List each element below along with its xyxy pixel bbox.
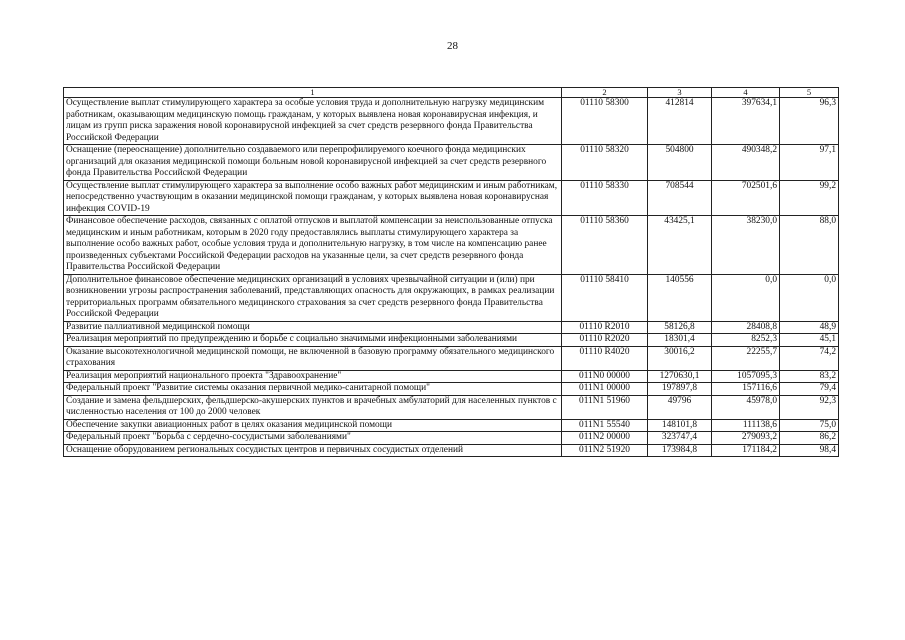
table-row	[64, 432, 839, 445]
row-plan: 43425,1	[648, 216, 712, 275]
table-row	[64, 145, 839, 181]
row-percent: 96,3	[780, 98, 839, 145]
row-code: 011N1 51960	[562, 395, 648, 419]
table-row	[64, 98, 839, 145]
row-name: Создание и замена фельдшерских, фельдшерско-акушерских пунктов и врачебных амбулаторий для населенных пунктов с численностью населения от 100 до 2000 человек	[64, 395, 562, 419]
table-row	[64, 346, 839, 370]
row-code: 011N1 00000	[562, 383, 648, 396]
row-name: Осуществление выплат стимулирующего характера за особые условия труда и дополнительную нагрузку медицинским работникам, оказывающим медицинскую помощь гражданам, у которых выявлена новая коронавирусная инфекция, и лицам из групп риска заражения новой коронавирусной инфекцией за счет средств резервного фонда Правительства Российской Федерации	[64, 98, 562, 145]
row-name: Оснащение (переоснащение) дополнительно создаваемого или перепрофилируемого коечного фонда медицинских организаций для оказания медицинской помощи больным новой коронавирусной инфекцией за счет средств резервного фонда Правительства Российской Федерации	[64, 145, 562, 181]
row-code: 01110 R4020	[562, 346, 648, 370]
table-row	[64, 444, 839, 457]
column-header-name: 1	[64, 88, 562, 98]
row-name: Федеральный проект "Борьба с сердечно-сосудистыми заболеваниями"	[64, 432, 562, 445]
row-executed: 397634,1	[712, 98, 780, 145]
table-header-row	[64, 88, 839, 98]
row-plan: 323747,4	[648, 432, 712, 445]
row-percent: 92,3	[780, 395, 839, 419]
row-percent: 99,2	[780, 180, 839, 216]
row-code: 011N2 00000	[562, 432, 648, 445]
page-number: 28	[447, 40, 458, 52]
row-percent: 75,0	[780, 419, 839, 432]
row-percent: 83,2	[780, 370, 839, 383]
row-name: Развитие паллиативной медицинской помощи	[64, 321, 562, 334]
row-executed: 45978,0	[712, 395, 780, 419]
row-code: 01110 58410	[562, 274, 648, 321]
row-plan: 18301,4	[648, 334, 712, 347]
row-executed: 171184,2	[712, 444, 780, 457]
row-executed: 0,0	[712, 274, 780, 321]
row-executed: 22255,7	[712, 346, 780, 370]
table-row	[64, 383, 839, 396]
row-plan: 148101,8	[648, 419, 712, 432]
table-row	[64, 419, 839, 432]
row-name: Дополнительное финансовое обеспечение медицинских организаций в условиях чрезвычайной ситуации и (или) при возникновении угрозы распространения заболеваний, представляющих опасность для окружающих, в рамках реализации территориальных программ обязательного медицинского страхования за счет средств резервного фонда Правительства Российской Федерации	[64, 274, 562, 321]
column-header-plan: 3	[648, 88, 712, 98]
row-executed: 702501,6	[712, 180, 780, 216]
table-body	[64, 98, 839, 457]
row-code: 01110 58330	[562, 180, 648, 216]
row-plan: 49796	[648, 395, 712, 419]
row-executed: 111138,6	[712, 419, 780, 432]
row-executed: 28408,8	[712, 321, 780, 334]
row-percent: 48,9	[780, 321, 839, 334]
row-name: Реализация мероприятий по предупреждению и борьбе с социально значимыми инфекционными заболеваниями	[64, 334, 562, 347]
row-executed: 157116,6	[712, 383, 780, 396]
column-header-executed: 4	[712, 88, 780, 98]
row-name: Федеральный проект "Развитие системы оказания первичной медико-санитарной помощи"	[64, 383, 562, 396]
budget-table	[63, 87, 839, 457]
row-code: 011N1 55540	[562, 419, 648, 432]
row-percent: 97,1	[780, 145, 839, 181]
row-name: Осуществление выплат стимулирующего характера за выполнение особо важных работ медицинским и иным работникам, непосредственно участвующим в оказании медицинской помощи гражданам, у которых выявлена новая коронавирусная инфекция COVID-19	[64, 180, 562, 216]
row-plan: 1270630,1	[648, 370, 712, 383]
row-executed: 279093,2	[712, 432, 780, 445]
row-plan: 140556	[648, 274, 712, 321]
row-code: 01110 58360	[562, 216, 648, 275]
row-name: Финансовое обеспечение расходов, связанных с оплатой отпусков и выплатой компенсации за неиспользованные отпуска медицинским и иным работникам, которым в 2020 году предоставлялись выплаты стимулирующего характера за выполнение особо важных работ, особые условия труда и дополнительную нагрузку, в том числе на компенсацию ранее произведенных субъектами Российской Федерации расходов на указанные цели, за счет средств резервного фонда Правительства Российской Федерации	[64, 216, 562, 275]
row-percent: 0,0	[780, 274, 839, 321]
row-executed: 8252,3	[712, 334, 780, 347]
table-row	[64, 321, 839, 334]
row-percent: 79,4	[780, 383, 839, 396]
row-executed: 1057095,3	[712, 370, 780, 383]
row-name: Оказание высокотехнологичной медицинской помощи, не включенной в базовую программу обязательного медицинского страхования	[64, 346, 562, 370]
table-row	[64, 216, 839, 275]
table-row	[64, 334, 839, 347]
row-code: 01110 R2020	[562, 334, 648, 347]
table-row	[64, 180, 839, 216]
table-row	[64, 274, 839, 321]
row-plan: 197897,8	[648, 383, 712, 396]
row-plan: 412814	[648, 98, 712, 145]
row-executed: 490348,2	[712, 145, 780, 181]
table-row	[64, 395, 839, 419]
row-plan: 58126,8	[648, 321, 712, 334]
row-code: 01110 58300	[562, 98, 648, 145]
row-plan: 30016,2	[648, 346, 712, 370]
row-name: Реализация мероприятий национального проекта "Здравоохранение"	[64, 370, 562, 383]
column-header-code: 2	[562, 88, 648, 98]
row-percent: 86,2	[780, 432, 839, 445]
row-percent: 45,1	[780, 334, 839, 347]
column-header-percent: 5	[780, 88, 839, 98]
row-percent: 88,0	[780, 216, 839, 275]
row-code: 011N2 51920	[562, 444, 648, 457]
row-code: 011N0 00000	[562, 370, 648, 383]
row-percent: 74,2	[780, 346, 839, 370]
table-row	[64, 370, 839, 383]
row-percent: 98,4	[780, 444, 839, 457]
row-plan: 504800	[648, 145, 712, 181]
row-code: 01110 R2010	[562, 321, 648, 334]
row-executed: 38230,0	[712, 216, 780, 275]
row-name: Оснащение оборудованием региональных сосудистых центров и первичных сосудистых отделений	[64, 444, 562, 457]
row-name: Обеспечение закупки авиационных работ в целях оказания медицинской помощи	[64, 419, 562, 432]
row-code: 01110 58320	[562, 145, 648, 181]
row-plan: 173984,8	[648, 444, 712, 457]
row-plan: 708544	[648, 180, 712, 216]
